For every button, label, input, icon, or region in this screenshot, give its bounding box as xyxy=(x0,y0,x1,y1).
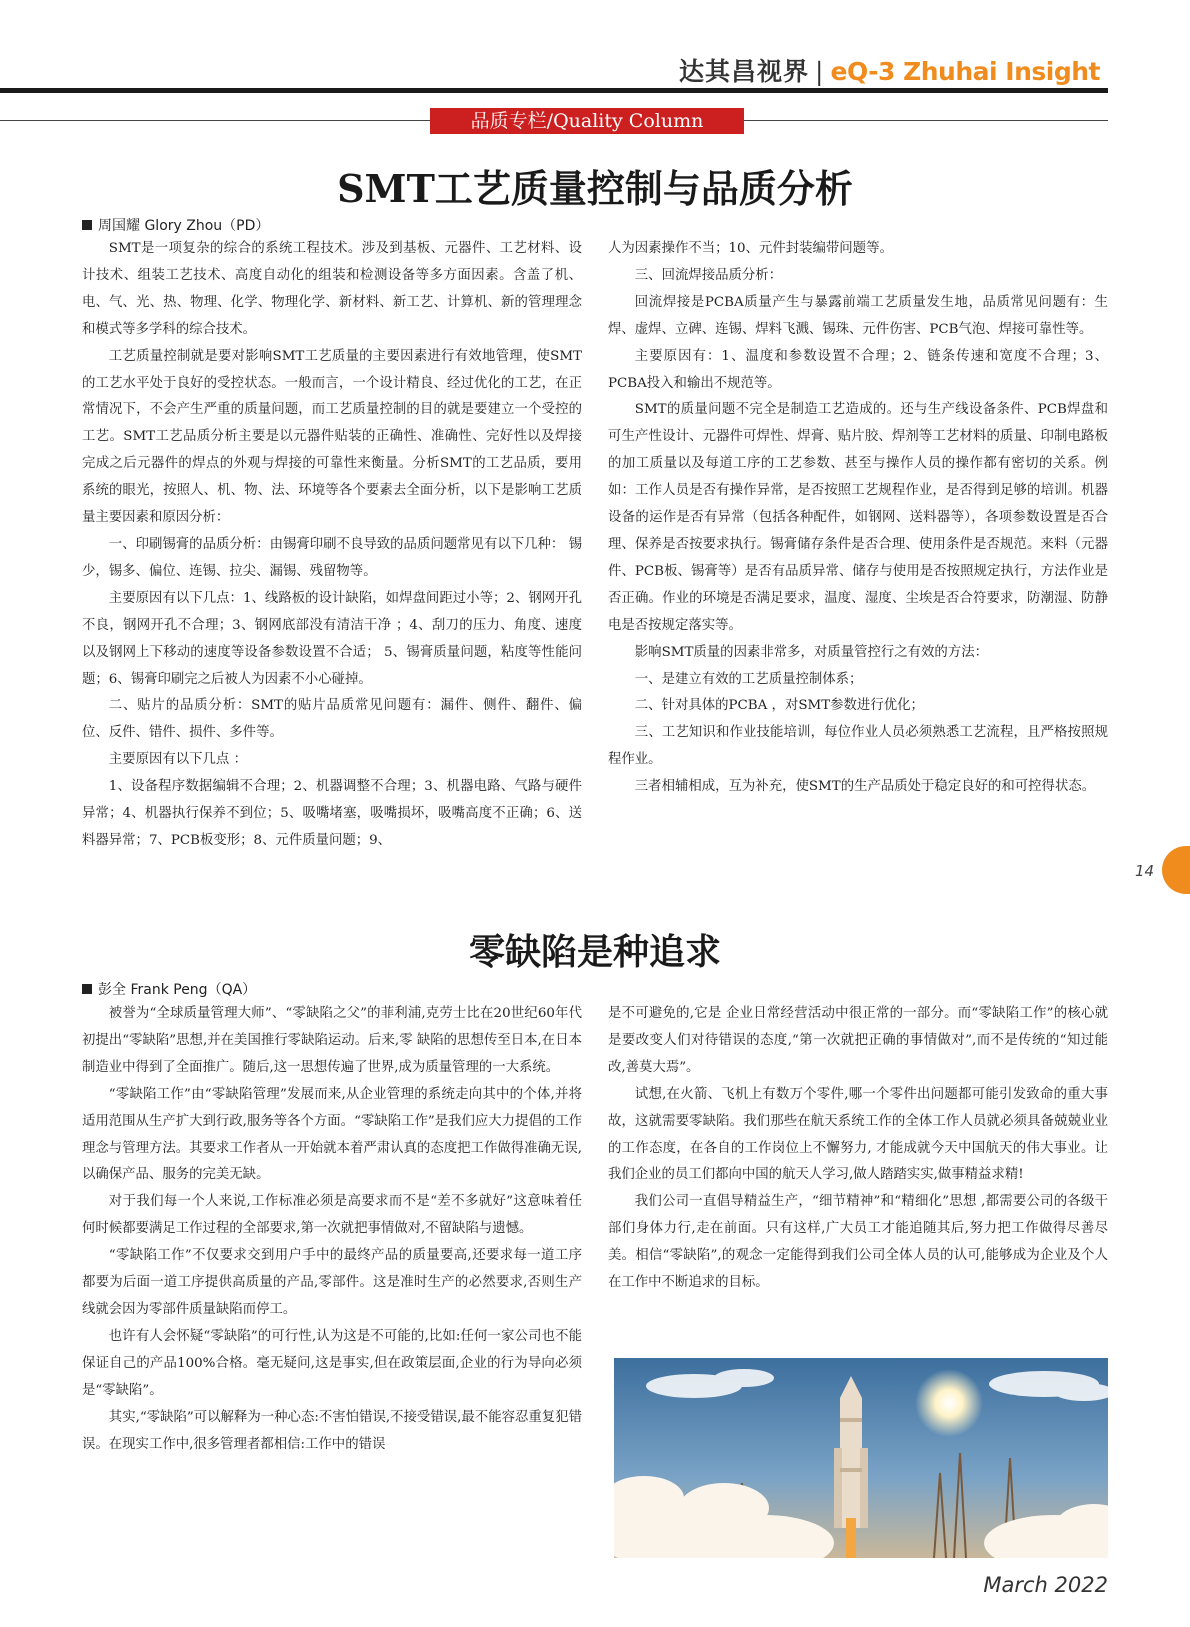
article2-title: 零缺陷是种追求 xyxy=(468,931,721,973)
paragraph: 三、回流焊接品质分析： xyxy=(634,267,783,283)
article2-column-right xyxy=(608,1001,1108,1297)
paragraph: 对于我们每一个人来说,工作标准必须是高要求而不是“差不多就好”这意味着任何时候都要满足工作过程的全部要求,第一次就把事情做对,不留缺陷与遗憾。 xyxy=(82,1194,582,1237)
issue-date: March 2022 xyxy=(983,1573,1108,1597)
paragraph: 工艺质量控制就是要对影响SMT工艺质量的主要因素进行有效地管理，使SMT的工艺水平处于良好的受控状态。一般而言，一个设计精良、经过优化的工艺，在正常情况下，不会产生严重的质量问题，而工艺质量控制的目的就是要建立一个受控的工艺。SMT工艺品质分析主要是以元器件贴装的正确性、准确性、完好性以及焊接完成之后元器件的焊点的外观与焊接的可靠性来衡量。分析SMT的工艺品质，要用系统的眼光，按照人、机、物、法、环境等各个要素去全面分析，以下是影响工艺质量主要因素和原因分析： xyxy=(82,348,582,526)
article2-author-name: 彭全 Frank Peng（QA） xyxy=(98,982,257,998)
paragraph: 1、设备程序数据编辑不合理；2、机器调整不合理；3、机器电路、气路与硬件异常；4、机器执行保养不到位；5、吸嘴堵塞，吸嘴损坏，吸嘴高度不正确；6、送料器异常；7、PCB板变形；8、元件质量问题；9、 xyxy=(82,779,582,848)
paragraph: 我们公司一直倡导精益生产，“细节精神”和“精细化”思想 ,都需要公司的各级干部们身体力行,走在前面。只有这样,广大员工才能追随其后,努力把工作做得尽善尽美。相信“零缺陷”,的观念一定能得到我们公司全体人员的认可,能够成为企业及个人在工作中不断追求的目标。 xyxy=(608,1194,1108,1291)
page-number: 14 xyxy=(1135,862,1155,880)
paragraph: 三、工艺知识和作业技能培训，每位作业人员必须熟悉工艺流程，且严格按照规程作业。 xyxy=(608,725,1108,768)
paragraph: 其实,“零缺陷”可以解释为一种心态:不害怕错误,不接受错误,最不能容忍重复犯错误。在现实工作中,很多管理者都相信:工作中的错误 xyxy=(82,1409,582,1452)
paragraph: 试想,在火箭、飞机上有数万个零件,哪一个零件出问题都可能引发致命的重大事故，这就需要零缺陷。我们那些在航天系统工作的全体工作人员就必须具备兢兢业业的工作态度，在各自的工作岗位上不懈努力, 才能成就今天中国航天的伟大事业。让我们企业的员工们都向中国的航天人学习,做人踏踏实实,做事精益求精! xyxy=(608,1086,1108,1183)
brand-english: eQ-3 Zhuhai Insight xyxy=(830,57,1100,86)
paragraph: 回流焊接是PCBA质量产生与暴露前端工艺质量发生地，品质常见问题有：生焊、虚焊、立碑、连锡、焊料飞溅、锡珠、元件伤害、PCB气泡、焊接可靠性等。 xyxy=(608,294,1108,337)
paragraph: SMT是一项复杂的综合的系统工程技术。涉及到基板、元器件、工艺材料、设计技术、组装工艺技术、高度自动化的组装和检测设备等多方面因素。含盖了机、电、气、光、热、物理、化学、物理化学、新材料、新工艺、计算机、新的管理理念和模式等多学科的综合技术。 xyxy=(82,241,582,337)
paragraph: 主要原因有以下几点 ： xyxy=(108,752,247,768)
page-tab-marker xyxy=(1162,846,1190,894)
article1-title: SMT工艺质量控制与品质分析 xyxy=(337,166,853,211)
rocket-launch-illustration xyxy=(614,1358,1108,1558)
rocket-launch-photo xyxy=(614,1358,1108,1558)
paragraph: 影响SMT质量的因素非常多，对质量管控行之有效的方法： xyxy=(634,644,988,660)
paragraph: 主要原因有：1、温度和参数设置不合理；2、链条传速和宽度不合理；3、PCBA投入和输出不规范等。 xyxy=(608,348,1108,391)
paragraph: 二、针对具体的PCBA ，对SMT参数进行优化； xyxy=(634,698,924,714)
paragraph: 被誉为“全球质量管理大师”、“零缺陷之父”的菲利浦,克劳士比在20世纪60年代初提出“零缺陷”思想,并在美国推行零缺陷运动。后来,零 缺陷的思想传至日本,在日本制造业中得到了全面推广。随后,这一思想传遍了世界,成为质量管理的一大系统。 xyxy=(82,1006,582,1075)
bullet-square-icon xyxy=(82,220,92,230)
article1-author xyxy=(82,215,269,235)
masthead-brand xyxy=(679,52,1100,88)
brand-separator: | xyxy=(815,57,825,86)
header-rule-thick xyxy=(0,88,1108,93)
brand-chinese: 达其昌视界 xyxy=(679,57,810,86)
paragraph: “零缺陷工作”由“零缺陷管理”发展而来,从企业管理的系统走向其中的个体,并将适用范围从生产扩大到行政,服务等各个方面。“零缺陷工作”是我们应大力提倡的工作理念与管理方法。其要求工作者从一开始就本着严肃认真的态度把工作做得准确无误,以确保产品、服务的完美无缺。 xyxy=(82,1086,583,1183)
sun-glow xyxy=(915,1369,983,1437)
paragraph: 一、印刷锡膏的品质分析：由锡膏印刷不良导致的品质问题常见有以下几种： 锡少，锡多、偏位、连锡、拉尖、漏锡、残留物等。 xyxy=(82,536,582,579)
paragraph: 二、贴片的品质分析：SMT的贴片品质常见问题有：漏件、侧件、翻件、偏位、反件、错件、损件、多件等。 xyxy=(82,698,582,741)
paragraph: 人为因素操作不当；10、元件封装编带问题等。 xyxy=(608,241,893,256)
bullet-square-icon xyxy=(82,984,92,994)
paragraph: 主要原因有以下几点：1、线路板的设计缺陷，如焊盘间距过小等；2、钢网开孔不良，钢网开孔不合理；3、钢网底部没有清洁干净 ；4、刮刀的压力、角度、速度以及钢网上下移动的速度等设备参数设置不合适； 5、锡膏质量问题，粘度等性能问题；6、锡膏印刷完之后被人为因素不小心碰掉。 xyxy=(82,590,582,687)
column-tag: 品质专栏/Quality Column xyxy=(430,108,744,134)
paragraph: 也许有人会怀疑“零缺陷”的可行性,认为这是不可能的,比如:任何一家公司也不能保证自己的产品100%合格。毫无疑问,这是事实,但在政策层面,企业的行为导向必须是“零缺陷”。 xyxy=(82,1328,582,1398)
paragraph: 是不可避免的,它是 企业日常经营活动中很正常的一部分。而“零缺陷工作”的核心就是要改变人们对待错误的态度,“第一次就把正确的事情做对”,而不是传统的“知过能改,善莫大焉”。 xyxy=(608,1006,1108,1075)
paragraph: 一、是建立有效的工艺质量控制体系； xyxy=(634,671,863,687)
article1-column-left xyxy=(82,236,582,855)
paragraph: 三者相辅相成，互为补充，使SMT的生产品质处于稳定良好的和可控得状态。 xyxy=(634,779,1096,795)
article1-author-name: 周国耀 Glory Zhou（PD） xyxy=(98,218,270,234)
paragraph: “零缺陷工作”不仅要求交到用户手中的最终产品的质量要高,还要求每一道工序都要为后面一道工序提供高质量的产品,零部件。这是准时生产的必然要求,否则生产线就会因为零部件质量缺陷而停工。 xyxy=(82,1248,582,1317)
article2-author xyxy=(82,979,256,999)
article1-column-right xyxy=(608,236,1108,801)
paragraph: SMT的质量问题不完全是制造工艺造成的。还与生产线设备条件、PCB焊盘和可生产性设计、元器件可焊性、焊膏、贴片胶、焊剂等工艺材料的质量、印制电路板的加工质量以及每道工序的工艺参数、甚至与操作人员的操作都有密切的关系。例如：工作人员是否有操作异常，是否按照工艺规程作业，是否得到足够的培训。机器设备的运作是否有异常（包括各种配件，如钢网、送料器等），各项参数设置是否合理、保养是否按要求执行。锡膏储存条件是否合理、使用条件是否规范。来料（元器件、PCB板、锡膏等）是否有品质异常、储存与使用是否按照规定执行，方法作业是否正确。作业的环境是否满足要求，温度、湿度、尘埃是否合符要求，防潮湿、防静电是否按规定落实等。 xyxy=(608,402,1108,633)
article2-column-left xyxy=(82,1001,582,1458)
